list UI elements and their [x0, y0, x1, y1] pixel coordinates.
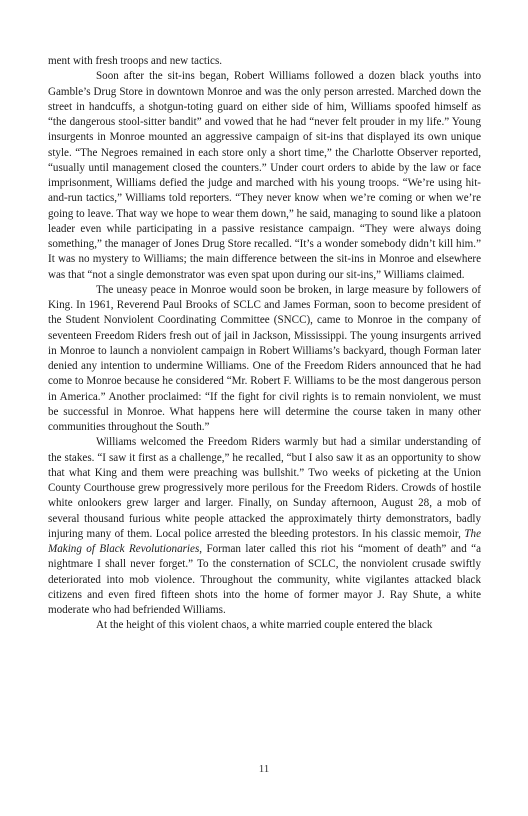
- paragraph-text: At the height of this violent chaos, a white married couple entered the black: [96, 619, 433, 632]
- paragraph: [48, 435, 481, 618]
- paragraph-text: Williams welcomed the Freedom Riders warmly but had a similar understanding of the stakes. “I saw it first as a challenge,” he recalled, “but I also saw it as an opportunity to show that what King and them were preaching was bullshit.” Two weeks of picketing at the Union County Courthouse grew progressively more perilous for the Freedom Riders. Crowds of hostile white onlookers grew larger and larger. Finally, on Sunday afternoon, August 28, a mob of several thousand furious white people attacked the approximately thirty demonstrators, badly injuring many of them. Local police arrested the bleeding protestors. In his classic memoir,: [48, 436, 481, 540]
- page-number: 11: [258, 763, 270, 775]
- paragraph: [48, 69, 481, 283]
- paragraph: [48, 618, 481, 633]
- body-text: [48, 54, 481, 634]
- paragraph-text: The uneasy peace in Monroe would soon be broken, in large measure by followers of King. In 1961, Reverend Paul Brooks of SCLC and James Forman, soon to become president of the Student Nonviolent Coordinating Committee (SNCC), came to Monroe in the company of seventeen Freedom Riders fresh out of jail in Jackson, Mississippi. The young insurgents arrived in Monroe to launch a nonviolent campaign in Robert Williams’s backyard, though Forman later denied any intention to undermine Williams. One of the Freedom Riders announced that he had come to Monroe because he considered “Mr. Robert F. Williams to be the most dangerous person in America.” Another proclaimed: “If the fight for civil rights is to remain nonviolent, we must be successful in Monroe. What happens here will determine the course taken in many other communities throughout the South.”: [48, 283, 481, 433]
- paragraph-text: Soon after the sit-ins began, Robert Williams followed a dozen black youths into Gamble’s Drug Store in downtown Monroe and was the only person arrested. Marched down the street in handcuffs, a shotgun-toting guard on either side of him, Williams spoofed himself as “the dangerous stool-sitter bandit” and vowed that he had “never felt prouder in my life.” Young insurgents in Monroe mounted an aggressive campaign of sit-ins that displayed its own unique style. “The Negroes remained in each store only a short time,” the Charlotte Observer reported, “usually until management closed the counters.” Under court orders to abide by the law or face imprisonment, Williams defied the judge and marched with his young troops. “We’re using hit-and-run tactics,” Williams told reporters. “They never know when we’re coming or when we’re going to leave. That way we hope to wear them down,” he said, managing to sound like a platoon leader even while participating in a passive resistance campaign. “They were always doing something,” the manager of Jones Drug Store recalled. “It’s a wonder somebody didn’t kill him.” It was no mystery to Williams; the main difference between the sit-ins in Monroe and elsewhere was that “not a single demonstrator was even spat upon during our sit-ins,” Williams claimed.: [48, 70, 481, 281]
- book-title: The Making of Black Revolutionaries: [48, 527, 481, 555]
- paragraph-text: , Forman later called this riot his “moment of death” and “a nightmare I shall never forget.” To the consternation of SCLC, the nonviolent crusade swiftly deteriorated into mob violence. Throughout the community, white vigilantes attacked black citizens and even fired fifteen shots into the home of former mayor J. Ray Shute, a white moderate who had befriended Williams.: [48, 543, 481, 616]
- paragraph: [48, 283, 481, 436]
- paragraph-text: ment with fresh troops and new tactics.: [48, 55, 223, 67]
- paragraph: [48, 54, 481, 69]
